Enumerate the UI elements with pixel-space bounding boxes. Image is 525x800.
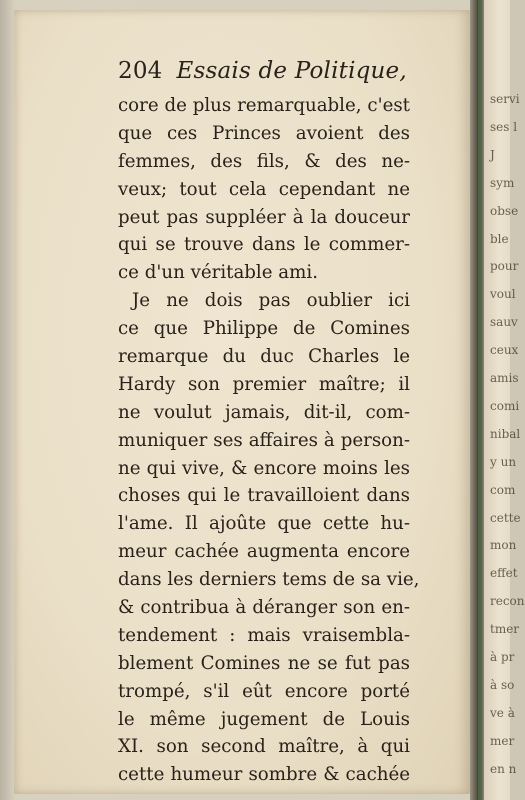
text-line: trompé, s'il eût encore porté (118, 680, 410, 702)
text-line: qui se trouve dans le commer- (118, 234, 410, 256)
facing-page-fragment: cette (490, 510, 521, 525)
facing-page-fragment: servi (490, 92, 520, 106)
facing-page-fragment: à so (490, 677, 515, 692)
facing-page-fragment: ses l (490, 119, 518, 134)
text-line: ce d'un véritable ami. (118, 262, 318, 284)
facing-page-fragment: à pr (490, 650, 515, 664)
text-line: le même jugement de Louis (118, 708, 410, 730)
text-line: meur cachée augmenta encore (118, 541, 410, 563)
facing-page-fragment: comi (490, 398, 520, 413)
text-line: choses qui le travailloient dans (118, 485, 410, 507)
facing-page-fragment: com (490, 482, 516, 497)
text-line: blement Comines ne se fut pas (118, 652, 410, 674)
facing-page-fragment: sauv (490, 315, 518, 330)
facing-page-fragment: amis (490, 371, 519, 385)
facing-page-fragment: ceux (490, 343, 519, 358)
text-line: cette humeur sombre & cachée (118, 764, 410, 786)
facing-page-fragment: recon (490, 594, 525, 609)
facing-page-fragment: pour (490, 259, 519, 274)
text-line: Hardy son premier maître; il (118, 373, 410, 395)
text-line: ne voulut jamais, dit-il, com- (118, 401, 410, 423)
facing-page-edge (484, 0, 525, 800)
text-line: tendement : mais vraisembla- (118, 624, 410, 646)
binding-strip (478, 0, 482, 800)
facing-page-fragment: sym (490, 175, 515, 190)
facing-page-fragment: J (490, 147, 495, 162)
body-text (118, 92, 420, 789)
facing-page-fragment: tmer (490, 622, 520, 637)
running-title: Essais de Politique, (176, 58, 407, 84)
text-line: muniquer ses affaires à person- (118, 429, 410, 451)
facing-page-fragment: voul (490, 287, 516, 302)
facing-page-fragment: mer (490, 733, 515, 748)
text-line: core de plus remarquable, c'est (118, 95, 410, 116)
text-line: veux; tout cela cependant ne (118, 178, 410, 200)
facing-page-fragment: mon (490, 538, 517, 553)
text-line: peut pas suppléer à la douceur (118, 206, 410, 228)
text-line: que ces Princes avoient des (118, 122, 410, 144)
facing-page-fragment: y un (490, 454, 517, 469)
facing-page-fragment: effet (490, 566, 518, 581)
text-line: ne qui vive, & encore moins les (118, 457, 410, 479)
facing-page-fragment: ve à (490, 705, 515, 720)
page-number: 204 (118, 58, 163, 84)
text-line: remarque du duc Charles le (118, 346, 410, 368)
text-line: ce que Philippe de Comines (118, 318, 410, 340)
text-line: dans les derniers tems de sa vie, (118, 569, 420, 591)
facing-page-fragment: obse (490, 203, 519, 218)
text-line: & contribua à déranger son en- (118, 597, 410, 619)
facing-page-fragment: en n (490, 761, 517, 776)
facing-page-fragment: nibal (490, 426, 521, 441)
text-line: Je ne dois pas oublier ici (132, 290, 410, 312)
page-header (118, 58, 418, 88)
facing-page-fragment: ble (490, 231, 509, 246)
text-line: l'ame. Il ajoûte que cette hu- (118, 513, 410, 535)
text-line: XI. son second maître, à qui (118, 736, 410, 758)
text-line: femmes, des fils, & des ne- (118, 150, 410, 172)
